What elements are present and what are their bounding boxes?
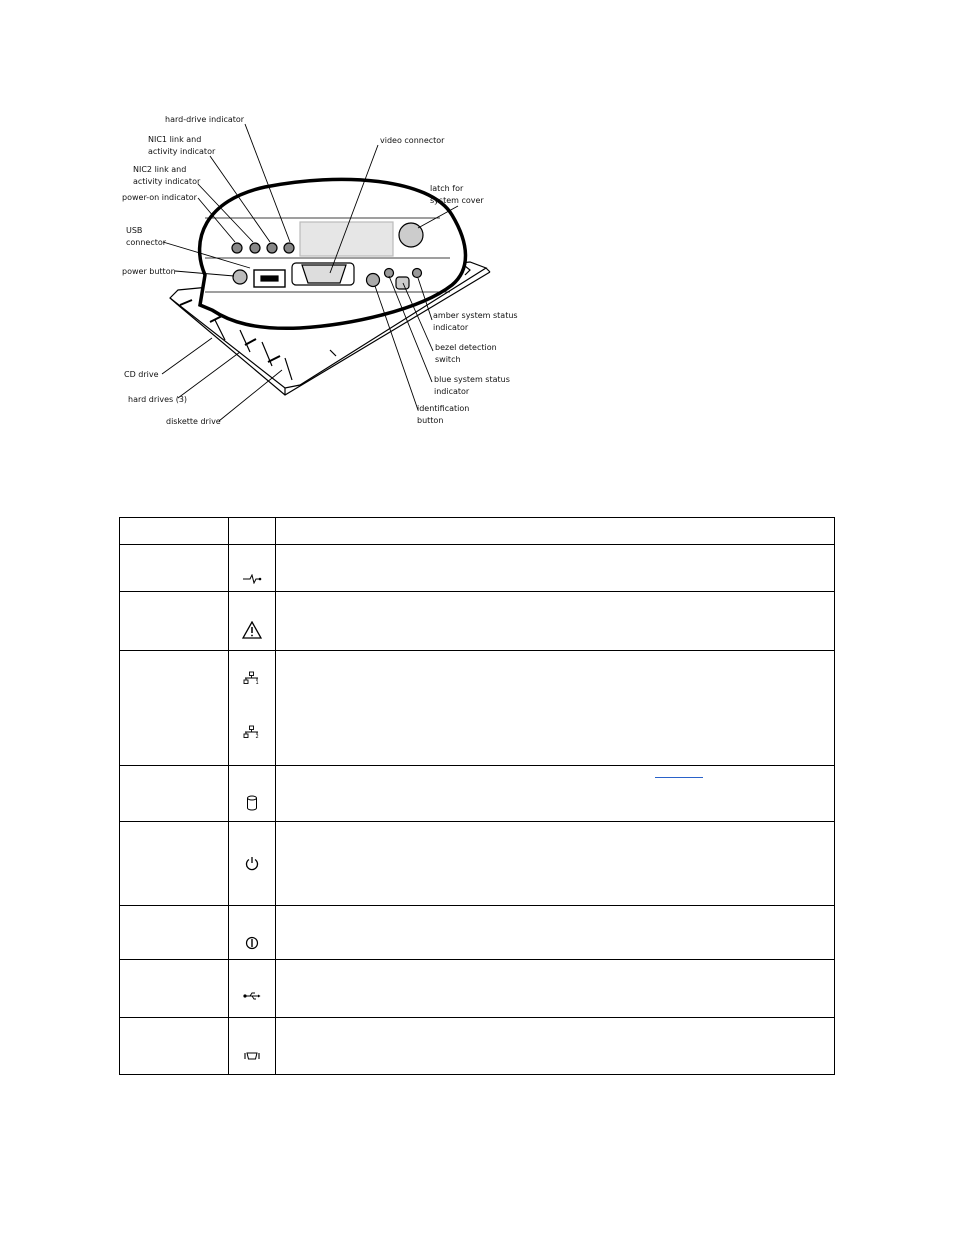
callout-video-connector: video connector <box>380 136 445 145</box>
callout-diskette-drive: diskette drive <box>166 417 221 426</box>
table-row <box>120 1018 835 1075</box>
table-row <box>120 766 835 822</box>
callout-usb-line1: USB <box>126 226 143 235</box>
table-row <box>120 822 835 906</box>
callout-hard-drive-indicator: hard-drive indicator <box>165 115 245 124</box>
callout-bezel-line1: bezel detection <box>435 343 497 352</box>
svg-text:1: 1 <box>255 680 259 685</box>
table-row <box>120 545 835 592</box>
callout-ident-line2: button <box>417 416 444 425</box>
callout-amber-line1: amber system status <box>433 311 518 320</box>
identification-icon <box>245 936 259 950</box>
svg-text:2: 2 <box>255 734 259 739</box>
callout-power-on-indicator: power-on indicator <box>122 193 197 202</box>
callout-nic2-line1: NIC2 link and <box>133 165 187 174</box>
hard-drive-icon <box>246 795 258 811</box>
table-row <box>120 960 835 1018</box>
callout-latch-line1: latch for <box>430 184 464 193</box>
nic1-icon <box>243 671 261 685</box>
callout-nic1-line2: activity indicator <box>148 147 216 156</box>
header-cell-component <box>120 518 229 545</box>
table-row <box>120 651 835 766</box>
header-cell-description <box>276 518 835 545</box>
table-header-row <box>120 518 835 545</box>
callout-usb-line2: connector <box>126 238 167 247</box>
video-connector-icon <box>244 1052 260 1060</box>
header-cell-icon <box>229 518 276 545</box>
usb-icon <box>243 991 261 1001</box>
warning-triangle-icon <box>242 621 262 639</box>
system-status-icon <box>242 574 262 584</box>
callout-hard-drives: hard drives (3) <box>128 395 188 404</box>
callout-power-button: power button <box>122 267 176 276</box>
callout-cd-drive: CD drive <box>124 370 159 379</box>
table-row <box>120 906 835 960</box>
cross-reference-link[interactable] <box>655 777 703 778</box>
callout-amber-line2: indicator <box>433 323 469 332</box>
front-panel-figure <box>110 108 530 433</box>
callout-blue-line1: blue system status <box>434 375 510 384</box>
nic2-icon <box>243 725 261 739</box>
indicator-table <box>119 517 835 1075</box>
power-icon <box>245 856 259 871</box>
callout-ident-line1: identification <box>417 404 470 413</box>
callout-latch-line2: system cover <box>430 196 484 205</box>
callout-bezel-line2: switch <box>435 355 461 364</box>
callout-nic2-line2: activity indicator <box>133 177 201 186</box>
callout-nic1-line1: NIC1 link and <box>148 135 202 144</box>
callout-blue-line2: indicator <box>434 387 470 396</box>
table-row <box>120 592 835 651</box>
